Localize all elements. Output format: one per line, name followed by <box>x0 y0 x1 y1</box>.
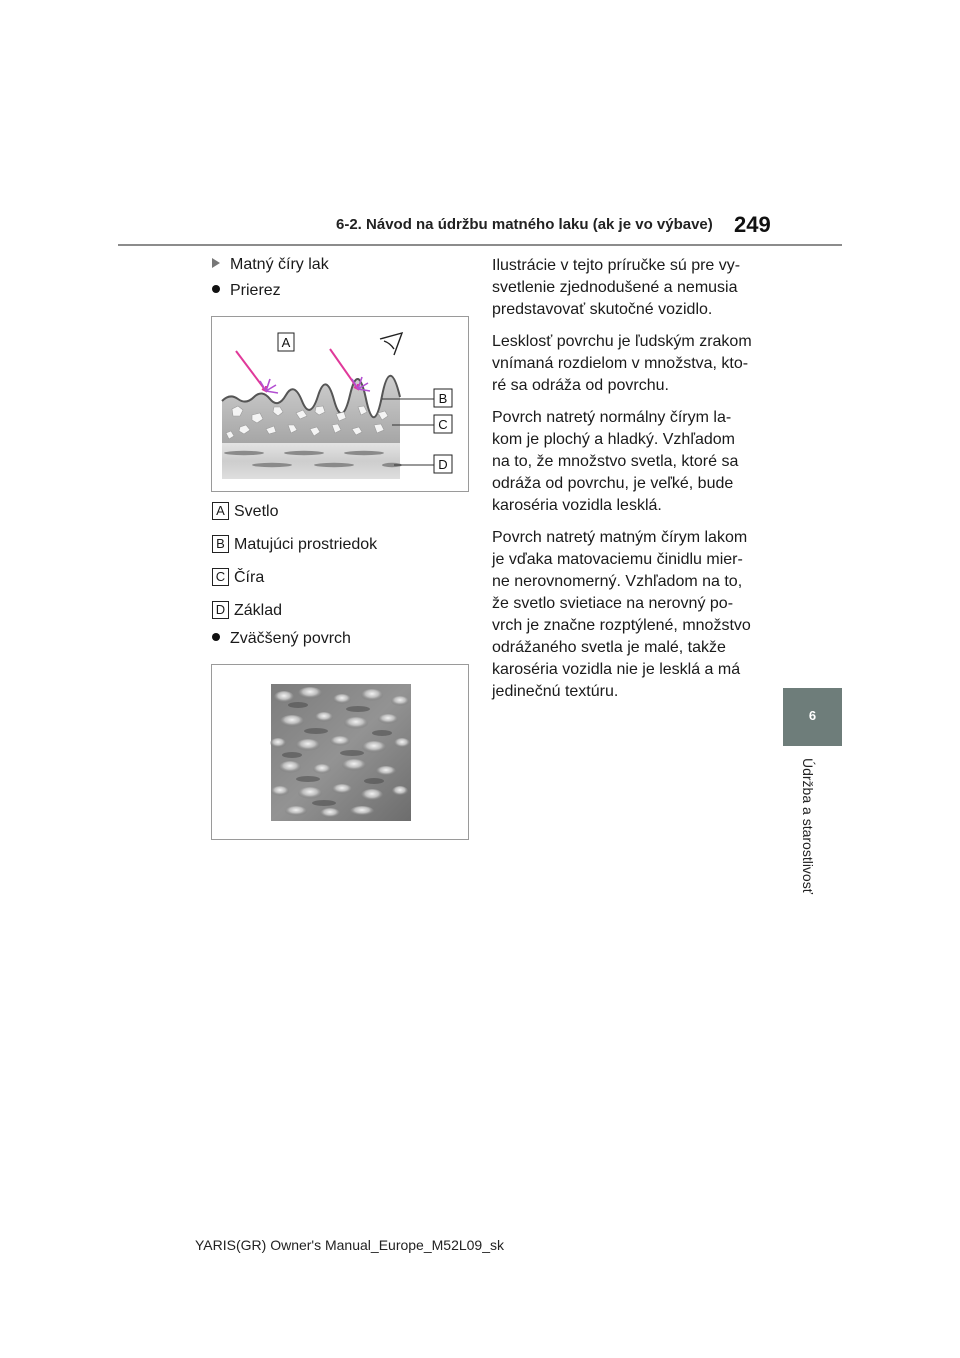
legend-key: A <box>212 502 229 520</box>
eye-icon <box>380 333 402 355</box>
legend-key: C <box>212 568 229 586</box>
legend-key: D <box>212 601 229 619</box>
cross-section-figure <box>211 316 469 492</box>
label-b: B <box>438 391 448 406</box>
legend-item-a <box>212 502 278 521</box>
base-layer <box>222 443 400 479</box>
legend-item-b <box>212 535 377 554</box>
body-text <box>492 255 752 713</box>
triangle-bullet-icon <box>212 258 220 268</box>
bullet-text: Prierez <box>230 282 281 299</box>
chapter-number: 6 <box>808 708 817 723</box>
paragraph: Ilustrácie v tejto príručke sú pre vy-svetlenie zjednodušené a nemusia predstavovať skutočné vozidlo. <box>492 257 741 318</box>
legend-item-c <box>212 568 264 587</box>
section-title: 6-2. Návod na údržbu matného laku (ak je vo výbave) <box>336 216 713 233</box>
legend-text: Základ <box>234 602 283 619</box>
bullet-icon <box>212 633 220 641</box>
legend-key: B <box>212 535 229 553</box>
header-divider <box>118 244 842 246</box>
paragraph: Povrch natretý matným čírym lakom je vďaka matovaciemu činidlu mier-ne nerovnomerný. Vzhľadom na to, že svetlo svietiace na nerovný po-vrch je značne rozptýlené, množstvo odrážaného svetla je malé, takže karoséria vozidla nie je lesklá a má jedinečnú textúru. <box>492 529 751 700</box>
light-rays <box>236 349 358 391</box>
legend-item-d <box>212 601 282 620</box>
legend-text: Číra <box>234 569 265 586</box>
chapter-tab <box>783 688 842 746</box>
magnified-surface-figure <box>211 664 469 840</box>
chapter-label: Údržba a starostlivosť <box>800 758 816 894</box>
cross-section-diagram <box>212 317 468 491</box>
subheading <box>212 256 329 274</box>
footer: YARIS(GR) Owner's Manual_Europe_M52L09_sk <box>195 1237 504 1253</box>
legend-text: Matujúci prostriedok <box>234 536 378 553</box>
magnified-surface-image <box>212 665 468 839</box>
paragraph: Povrch natretý normálny čírym la-kom je plochý a hladký. Vzhľadom na to, že množstvo svetla, ktoré sa odráža od povrchu, je veľké, bude karoséria vozidla lesklá. <box>492 409 739 514</box>
bullet-text: Zväčšený povrch <box>230 630 351 647</box>
bullet-icon <box>212 285 220 293</box>
legend-text: Svetlo <box>234 503 279 520</box>
label-a: A <box>281 335 291 350</box>
page-number: 249 <box>734 212 771 237</box>
label-d: D <box>438 457 448 472</box>
bullet-magnified-surface <box>212 630 351 648</box>
bullet-cross-section <box>212 282 281 300</box>
subheading-text: Matný číry lak <box>230 256 329 273</box>
label-c: C <box>438 417 448 432</box>
paragraph: Lesklosť povrchu je ľudským zrakom vnímaná rozdielom v množstva, kto-ré sa odráža od povrchu. <box>492 333 752 394</box>
